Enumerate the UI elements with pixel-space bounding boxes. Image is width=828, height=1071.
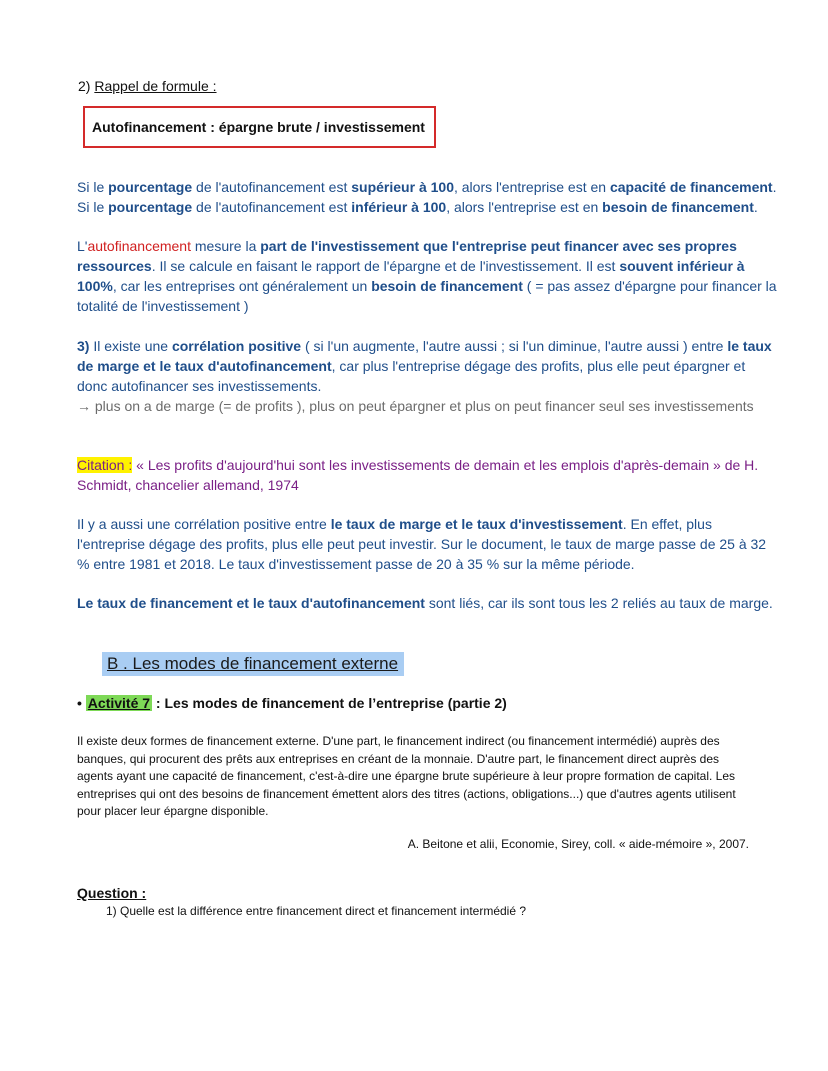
activity-label: Activité 7 xyxy=(87,695,151,711)
citation-text: « Les profits d'aujourd'hui sont les investissements de demain et les emplois d'après-demain » de H. Schmidt, chancelier allemand, 1974 xyxy=(77,457,759,493)
bold-text: pourcentage xyxy=(108,179,193,195)
text: , alors l'entreprise est en xyxy=(446,199,603,215)
question-heading: Question : xyxy=(77,885,147,901)
document-source: A. Beitone et alii, Economie, Sirey, coll. « aide-mémoire », 2007. xyxy=(407,837,749,851)
correlation-text xyxy=(77,336,777,396)
text: , car les entreprises ont généralement un xyxy=(112,278,372,294)
text: Si le xyxy=(77,179,109,195)
citation-paragraph xyxy=(77,455,777,495)
text: ( si l'un augmente, l'autre aussi ; si l'un diminue, l'autre aussi ) entre xyxy=(301,338,728,354)
formula-text: Autofinancement : épargne brute / investissement xyxy=(92,119,425,135)
bullet-icon: • xyxy=(77,695,82,711)
text: . xyxy=(753,199,758,215)
formula-box xyxy=(83,106,436,148)
text: ( = pas assez d'épargne pour financer la totalité de l'investissement ) xyxy=(77,278,777,314)
bold-text: supérieur à 100 xyxy=(351,179,454,195)
text: Si le xyxy=(77,199,109,215)
bold-text: corrélation positive xyxy=(171,338,302,354)
item-number: 3) xyxy=(77,338,90,354)
bold-text: pourcentage xyxy=(108,199,193,215)
bold-text: capacité de financement xyxy=(609,179,773,195)
bold-text: le taux de marge et le taux d'investissement xyxy=(330,516,623,532)
bold-text: part de l'investissement que l'entreprise peut financer avec ses propres ressources xyxy=(77,238,737,274)
bold-text: Le taux de financement et le taux d'autofinancement xyxy=(77,595,425,611)
bold-text: inférieur à 100 xyxy=(351,199,447,215)
bold-text: souvent inférieur à 100% xyxy=(77,258,745,294)
section-b-title: B . Les modes de financement externe xyxy=(107,654,399,673)
text: . Il se calcule en faisant le rapport de l'épargne et de l'investissement. Il est xyxy=(151,258,620,274)
text: . En effet, plus l'entreprise dégage des profits, plus elle peut peut investir. Sur le document, le taux de marge passe de 25 à 32 % entre 1981 et 2018. Le taux d'investissement passe de 20 à 35 % sur la même période. xyxy=(77,516,767,572)
activity-heading xyxy=(77,695,507,711)
percentage-rules xyxy=(77,177,817,217)
bold-text: besoin de financement xyxy=(371,278,523,294)
bold-text: besoin de financement xyxy=(602,199,754,215)
section-2-title: Rappel de formule : xyxy=(94,78,217,94)
percentage-rule-below xyxy=(77,197,817,217)
autofinancement-paragraph xyxy=(77,236,777,316)
text: Il existe une xyxy=(89,338,172,354)
text: mesure la xyxy=(191,238,261,254)
text: L' xyxy=(77,238,88,254)
investment-paragraph xyxy=(77,514,777,574)
document-excerpt: Il existe deux formes de financement externe. D'une part, le financement indirect (ou financement intermédié) auprès des banques, qui procurent des prêts aux entreprises en créant de la monnaie. D'autre part, le financement direct auprès des agents ayant une capacité de financement, c'est-à-dire une épargne brute supérieure à leur propre formation de capital. Les entreprises qui ont des besoins de financement émettent alors des titres (actions, obligations...) que d'autres agents utilisent pour placer leur épargne disponible. xyxy=(77,734,736,818)
citation-label: Citation : xyxy=(77,457,133,473)
text: , car plus l'entreprise dégage des profits, plus elle peut épargner et donc autofinancer ses investissements. xyxy=(77,358,746,394)
section-2-number: 2) xyxy=(78,78,91,94)
text: sont liés, car ils sont tous les 2 reliés au taux de marge. xyxy=(424,595,773,611)
text: , alors l'entreprise est en xyxy=(453,179,610,195)
arrow-right-icon: → xyxy=(77,398,91,414)
note-text: plus on a de marge (= de profits ), plus on peut épargner et plus on peut financer seul ses investissements xyxy=(91,398,754,414)
section-2-heading xyxy=(78,78,217,94)
bold-text: le taux de marge et le taux d'autofinancement xyxy=(77,338,772,374)
percentage-rule-above xyxy=(77,177,817,197)
correlation-note xyxy=(77,396,777,416)
activity-title: : Les modes de financement de l’entreprise (partie 2) xyxy=(152,695,507,711)
text: de l'autofinancement est xyxy=(192,179,352,195)
correlation-paragraph xyxy=(77,336,777,416)
text: . xyxy=(772,179,777,195)
autofinancement-term: autofinancement xyxy=(87,238,191,254)
text: Il y a aussi une corrélation positive entre xyxy=(77,516,331,532)
liaison-paragraph xyxy=(77,593,777,613)
question-item: 1) Quelle est la différence entre financement direct et financement intermédié ? xyxy=(106,904,527,918)
section-b-heading xyxy=(102,652,404,676)
text: de l'autofinancement est xyxy=(192,199,352,215)
